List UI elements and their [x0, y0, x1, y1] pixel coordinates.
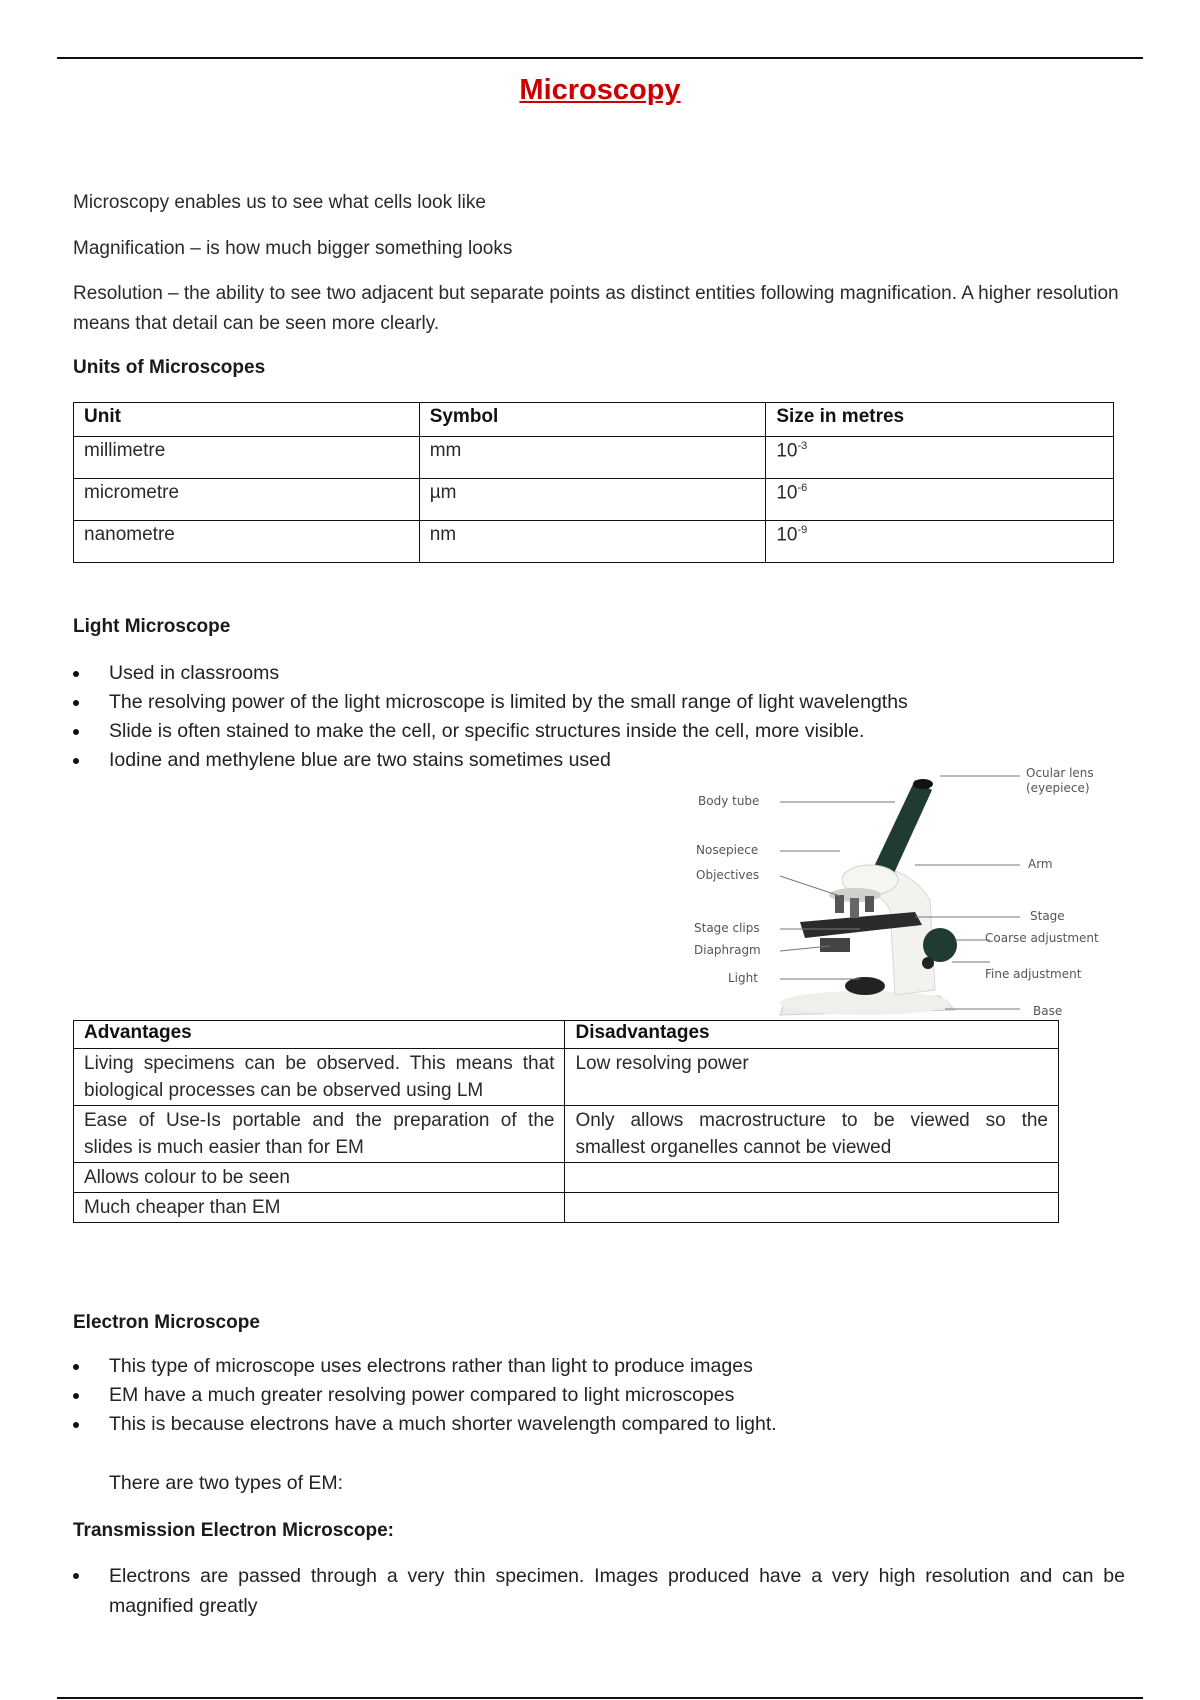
tem-bullet-list — [73, 1561, 1125, 1621]
tem-heading: Transmission Electron Microscope: — [73, 1520, 394, 1541]
units-heading: Units of Microscopes — [73, 357, 266, 378]
disadvantage-cell: Only allows macrostructure to be viewed so the smallest organelles cannot be viewed — [565, 1106, 1059, 1163]
unit-cell: nanometre — [74, 521, 420, 563]
label-base: Base — [1033, 1004, 1063, 1018]
intro-paragraph-1: Microscopy enables us to see what cells look like — [73, 192, 486, 213]
intro-paragraph-3: Resolution – the ability to see two adjacent but separate points as distinct entities following magnification. A higher resolution means that detail can be seen more clearly. — [73, 283, 1119, 334]
disadvantage-cell: Low resolving power — [565, 1049, 1059, 1106]
microscope-diagram — [690, 760, 1120, 1020]
label-body-tube: Body tube — [698, 794, 760, 808]
table-row — [74, 1193, 1059, 1223]
advantage-cell: Allows colour to be seen — [74, 1163, 565, 1193]
label-arm: Arm — [1028, 857, 1053, 871]
label-eyepiece: (eyepiece) — [1026, 781, 1090, 795]
units-header-size: Size in metres — [766, 403, 1114, 437]
advantage-cell: Living specimens can be observed. This means that biological processes can be observed using LM — [74, 1049, 565, 1106]
em-types-intro: There are two types of EM: — [109, 1472, 344, 1494]
label-light: Light — [728, 971, 758, 985]
table-row — [74, 1106, 1059, 1163]
symbol-cell: mm — [419, 437, 766, 479]
list-item: Iodine and methylene blue are two stains sometimes used — [73, 746, 908, 775]
advantage-cell: Ease of Use-Is portable and the preparation of the slides is much easier than for EM — [74, 1106, 565, 1163]
list-item: This is because electrons have a much shorter wavelength compared to light. — [73, 1410, 777, 1439]
disadvantage-cell — [565, 1163, 1059, 1193]
label-stage-clips: Stage clips — [694, 921, 760, 935]
list-item: EM have a much greater resolving power compared to light microscopes — [73, 1381, 777, 1410]
size-cell: $10^{-3}$ — [766, 437, 1114, 479]
unit-cell: millimetre — [74, 437, 420, 479]
units-table — [73, 402, 1114, 563]
symbol-cell: µm — [419, 479, 766, 521]
list-item: This type of microscope uses electrons rather than light to produce images — [73, 1352, 777, 1381]
table-row — [74, 1163, 1059, 1193]
table-row — [74, 1049, 1059, 1106]
light-microscope-heading: Light Microscope — [73, 616, 231, 637]
label-stage: Stage — [1030, 909, 1065, 923]
comparison-header-row — [74, 1021, 1059, 1049]
disadvantages-header: Disadvantages — [565, 1021, 1059, 1049]
advantage-cell: Much cheaper than EM — [74, 1193, 565, 1223]
list-item: Used in classrooms — [73, 659, 908, 688]
label-coarse-adjustment: Coarse adjustment — [985, 931, 1099, 945]
label-diaphragm: Diaphragm — [694, 943, 761, 957]
units-header-unit: Unit — [74, 403, 420, 437]
label-objectives: Objectives — [696, 868, 760, 882]
units-header-row — [74, 403, 1114, 437]
table-row — [74, 437, 1114, 479]
label-nosepiece: Nosepiece — [696, 843, 759, 857]
label-fine-adjustment: Fine adjustment — [985, 967, 1082, 981]
electron-bullet-list — [73, 1352, 777, 1439]
disadvantage-cell — [565, 1193, 1059, 1223]
list-item: The resolving power of the light microscope is limited by the small range of light wavelengths — [73, 688, 908, 717]
units-header-symbol: Symbol — [419, 403, 766, 437]
unit-cell: micrometre — [74, 479, 420, 521]
top-rule — [57, 57, 1143, 59]
size-cell: $10^{-6}$ — [766, 479, 1114, 521]
comparison-table — [73, 1020, 1059, 1223]
light-bullet-list — [73, 659, 908, 775]
advantages-header: Advantages — [74, 1021, 565, 1049]
table-row — [74, 521, 1114, 563]
list-item: Electrons are passed through a very thin specimen. Images produced have a very high resolution and can be magnified greatly — [73, 1561, 1125, 1621]
page-title: Microscopy — [519, 74, 681, 106]
electron-microscope-heading: Electron Microscope — [73, 1312, 260, 1333]
table-row — [74, 479, 1114, 521]
label-ocular-lens: Ocular lens — [1026, 766, 1094, 780]
size-cell: $10^{-9}$ — [766, 521, 1114, 563]
bottom-rule — [57, 1697, 1143, 1699]
intro-paragraph-2: Magnification – is how much bigger something looks — [73, 238, 513, 259]
list-item: Slide is often stained to make the cell, or specific structures inside the cell, more visible. — [73, 717, 908, 746]
symbol-cell: nm — [419, 521, 766, 563]
